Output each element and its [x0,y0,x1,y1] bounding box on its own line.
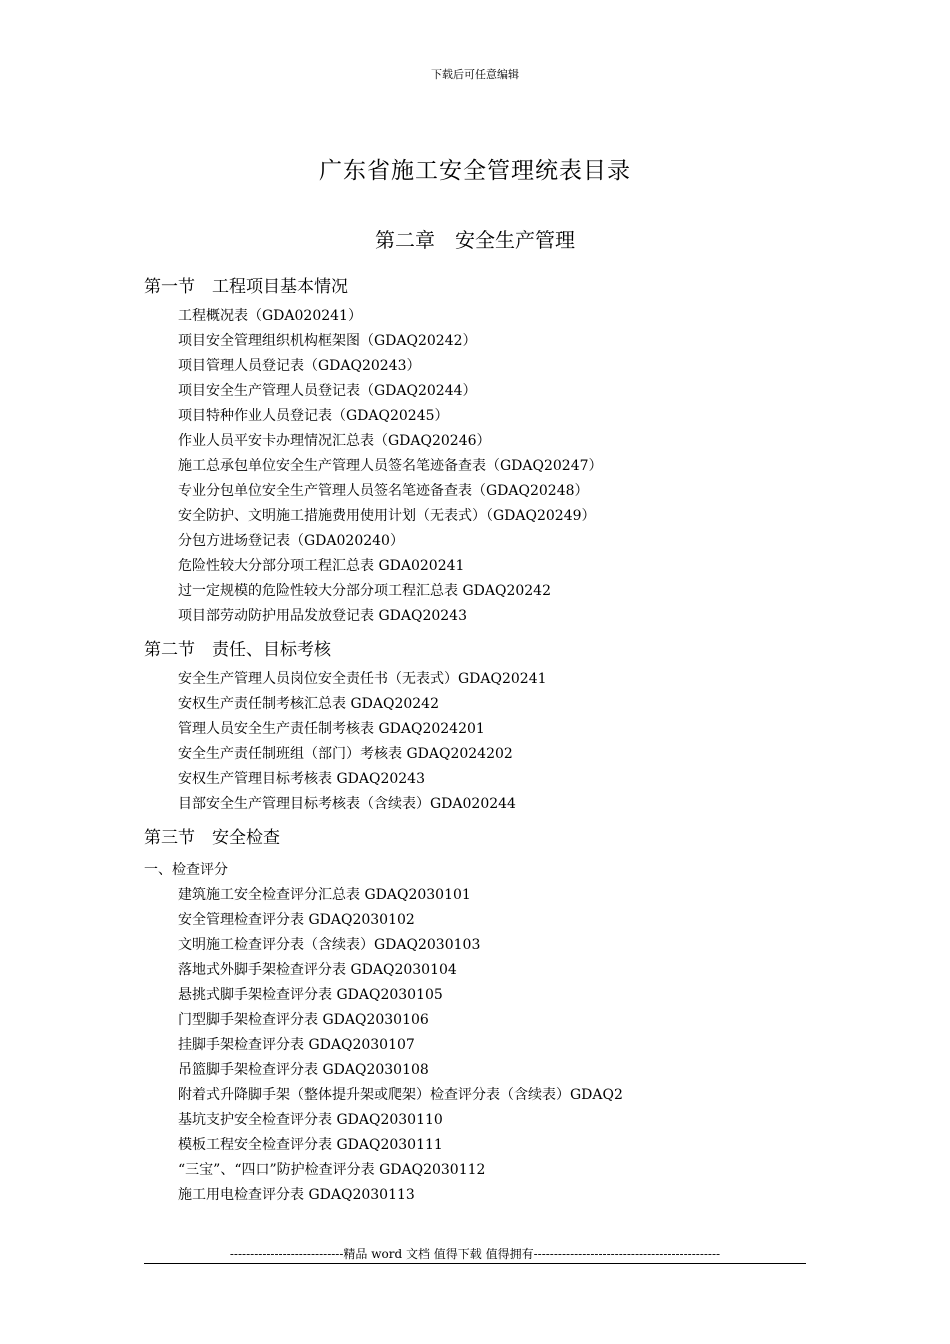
list-item: 施工总承包单位安全生产管理人员签名笔迹备查表（GDAQ20247） [178,458,603,474]
list-item: 目部安全生产管理目标考核表（含续表）GDA020244 [178,796,516,812]
table-of-contents [144,270,824,1208]
section-heading-3: 第三节 安全检查 [144,828,280,848]
list-item: 危险性较大分部分项工程汇总表 GDA020241 [178,558,465,574]
section-heading-1: 第一节 工程项目基本情况 [144,277,348,297]
list-item: 项目特种作业人员登记表（GDAQ20245） [178,408,449,424]
list-item: 建筑施工安全检查评分汇总表 GDAQ2030101 [178,887,471,903]
list-item: 分包方进场登记表（GDA020240） [178,533,404,549]
section-2-list [144,667,824,817]
list-item: “三宝”、“四口”防护检查评分表 GDAQ2030112 [178,1162,486,1178]
list-item: 门型脚手架检查评分表 GDAQ2030106 [178,1012,429,1028]
list-item: 安全生产责任制班组（部门）考核表 GDAQ2024202 [178,746,513,762]
list-item: 附着式升降脚手架（整体提升架或爬架）检查评分表（含续表）GDAQ2 [178,1087,623,1103]
list-item: 项目管理人员登记表（GDAQ20243） [178,358,421,374]
list-item: 基坑支护安全检查评分表 GDAQ2030110 [178,1112,443,1128]
list-item: 文明施工检查评分表（含续表）GDAQ2030103 [178,937,481,953]
chapter-title: 第二章 安全生产管理 [375,228,575,252]
list-item: 过一定规模的危险性较大分部分项工程汇总表 GDAQ20242 [178,583,551,599]
list-item: 安全管理检查评分表 GDAQ2030102 [178,912,415,928]
list-item: 安权生产管理目标考核表 GDAQ20243 [178,771,425,787]
list-item: 项目安全管理组织机构框架图（GDAQ20242） [178,333,477,349]
document-title: 广东省施工安全管理统表目录 [319,158,631,184]
list-item: 悬挑式脚手架检查评分表 GDAQ2030105 [178,987,443,1003]
list-item: 挂脚手架检查评分表 GDAQ2030107 [178,1037,415,1053]
footer-rule [144,1263,806,1264]
subsection-heading: 一、检查评分 [144,862,228,878]
section-heading-2: 第二节 责任、目标考核 [144,640,331,660]
list-item: 落地式外脚手架检查评分表 GDAQ2030104 [178,962,457,978]
list-item: 项目安全生产管理人员登记表（GDAQ20244） [178,383,477,399]
list-item: 工程概况表（GDA020241） [178,308,362,324]
list-item: 作业人员平安卡办理情况汇总表（GDAQ20246） [178,433,491,449]
list-item: 吊篮脚手架检查评分表 GDAQ2030108 [178,1062,429,1078]
list-item: 项目部劳动防护用品发放登记表 GDAQ20243 [178,608,467,624]
list-item: 专业分包单位安全生产管理人员签名笔迹备查表（GDAQ20248） [178,483,589,499]
section-1-list [144,304,824,629]
list-item: 模板工程安全检查评分表 GDAQ2030111 [178,1137,443,1153]
list-item: 安全防护、文明施工措施费用使用计划（无表式）（GDAQ20249） [178,508,596,524]
footer-text: ----------------------------精品 word 文档 值得下载 值得拥有---------------------------------------------- [229,1247,721,1261]
list-item: 施工用电检查评分表 GDAQ2030113 [178,1187,415,1203]
list-item: 安权生产责任制考核汇总表 GDAQ20242 [178,696,439,712]
section-3-list [144,883,824,1208]
list-item: 安全生产管理人员岗位安全责任书（无表式）GDAQ20241 [178,671,547,687]
header-note: 下载后可任意编辑 [431,68,519,81]
list-item: 管理人员安全生产责任制考核表 GDAQ2024201 [178,721,485,737]
